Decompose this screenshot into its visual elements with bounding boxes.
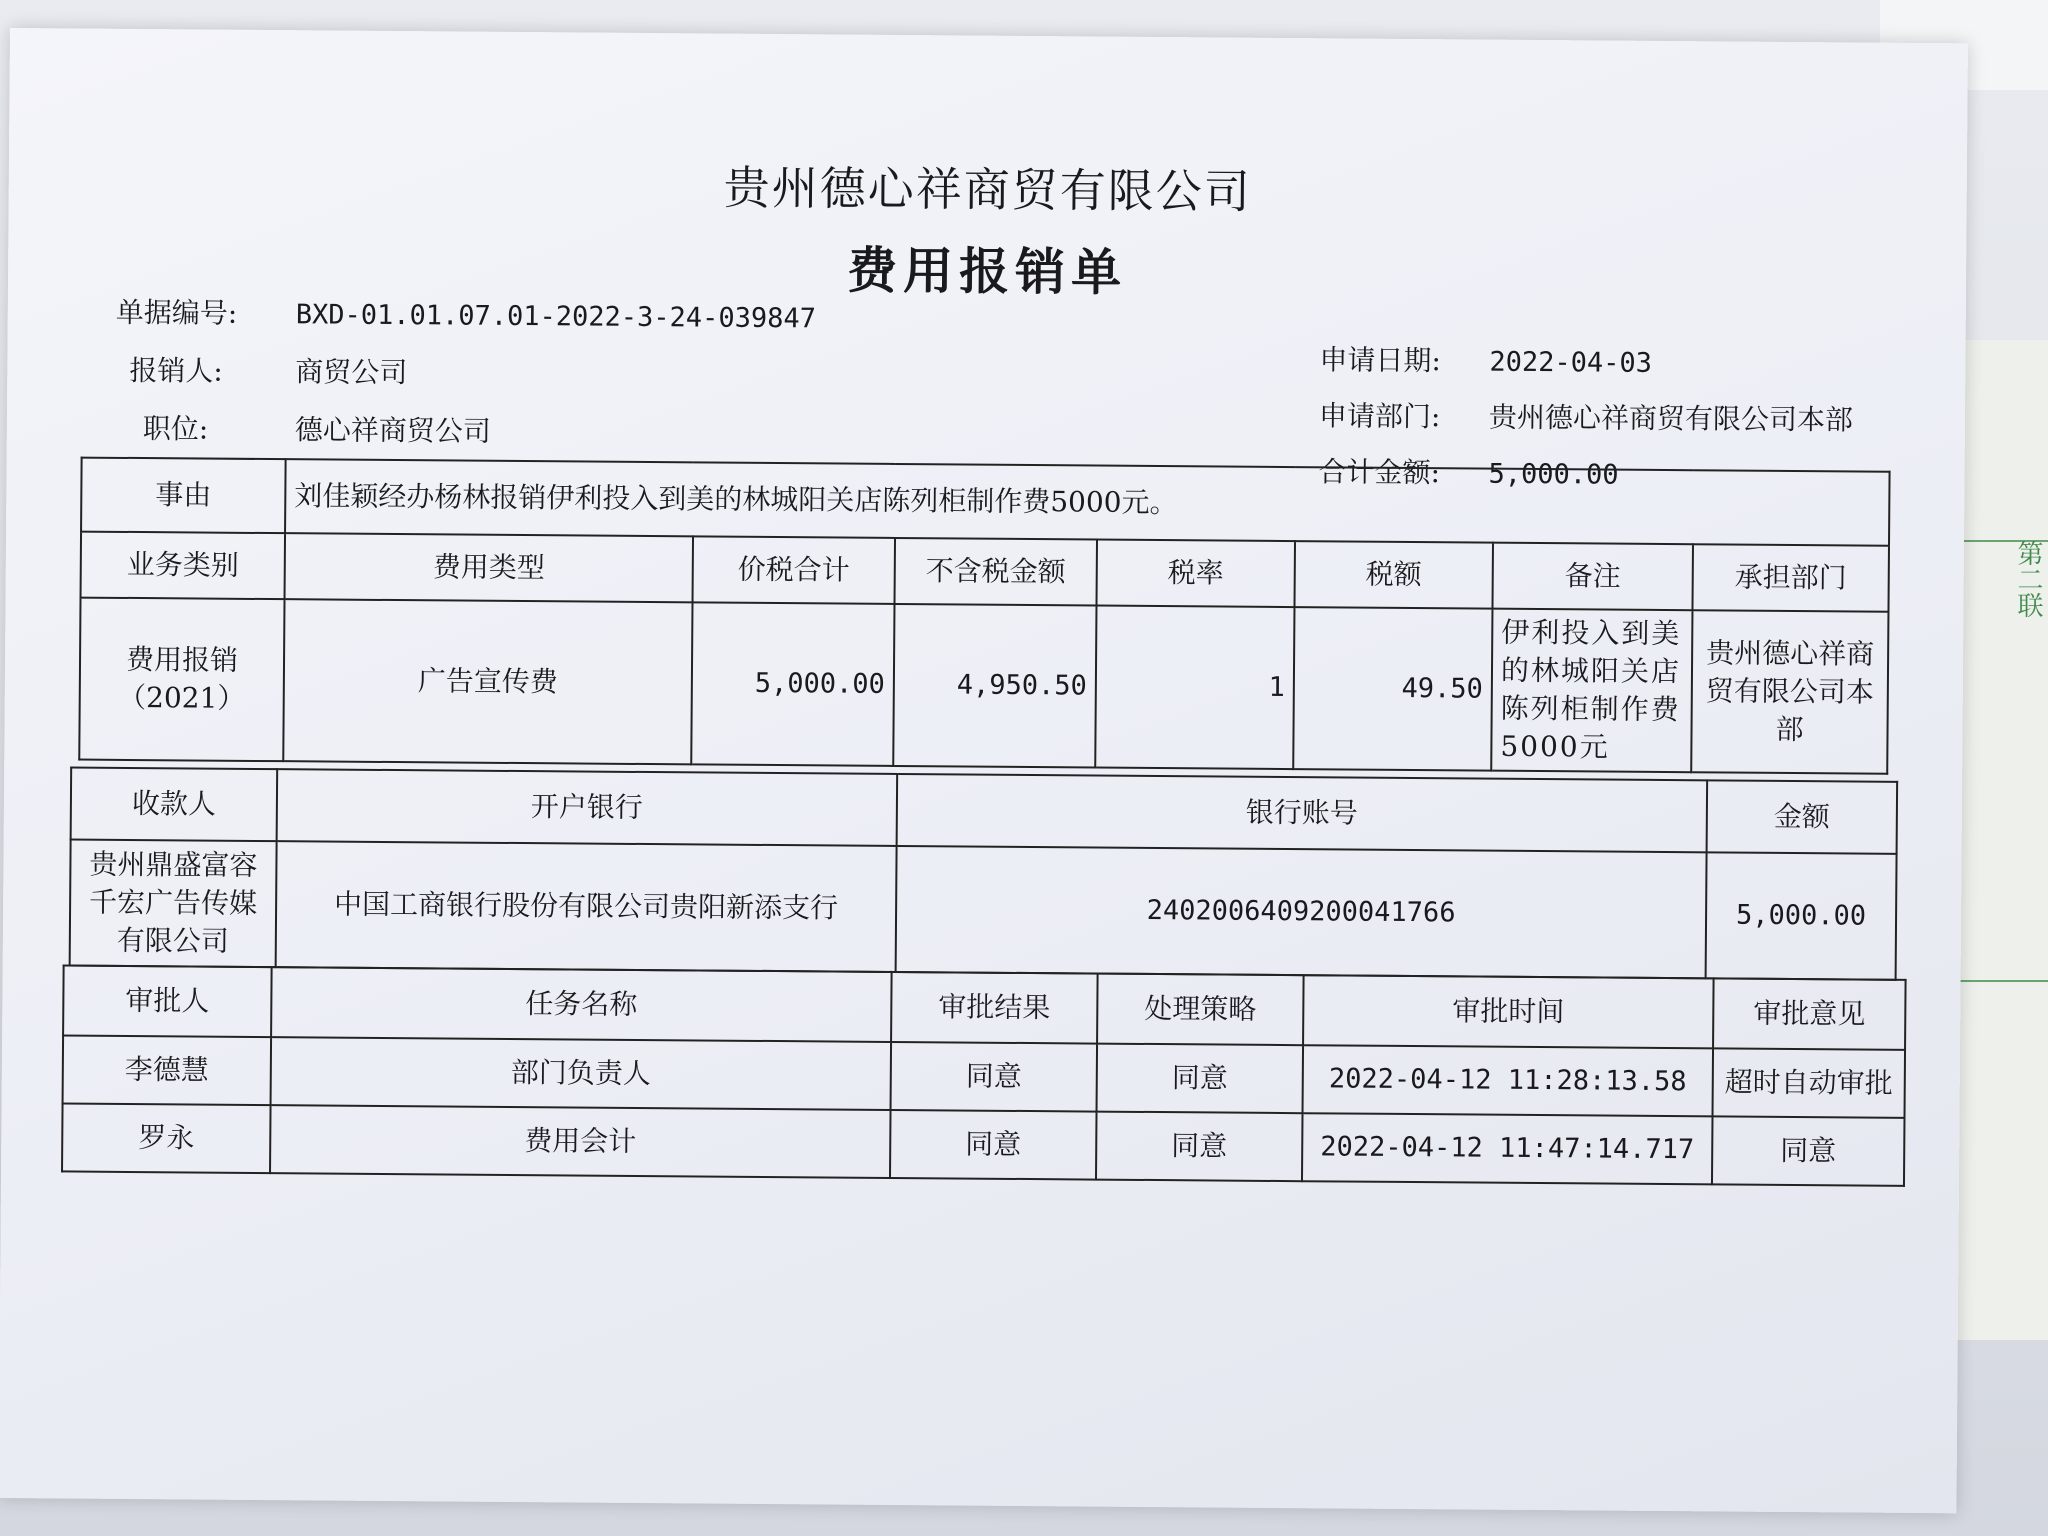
cell-time: 2022-04-12 11:28:13.58 [1303,1045,1714,1116]
header-approver: 审批人 [63,965,272,1037]
underlying-form-label: 第二联 [2013,540,2043,618]
form-title: 费用报销单 [846,241,1128,302]
cell-account: 2402006409200041766 [896,846,1707,978]
apply-dept-label: 申请部门: [1318,399,1441,434]
cell-total: 5,000.00 [691,602,894,766]
header-total: 价税合计 [693,536,896,604]
header-bank: 开户银行 [277,769,898,846]
total-amount-value: 5,000.00 [1488,458,1619,491]
apply-date-row [1319,338,1652,381]
header-payee: 收款人 [71,768,278,842]
claimant-row [129,349,407,391]
cell-rate: 1 [1095,606,1294,770]
cell-note: 伊利投入到美的林城阳关店陈列柜制作费5000元 [1491,609,1692,773]
doc-number-label: 单据编号: [115,295,238,330]
doc-number-value: BXD-01.01.07.01-2022-3-24-039847 [295,299,817,335]
total-amount-label: 合计金额: [1318,455,1441,490]
position-label: 职位: [142,412,209,446]
cell-task: 部门负责人 [271,1037,892,1110]
header-net: 不含税金额 [895,538,1098,606]
reason-row [81,458,1890,546]
underlying-green-form [1950,340,2048,1340]
payee-table [69,766,1899,980]
cell-payee-name: 贵州鼎盛富容千宏广告传媒有限公司 [70,840,277,968]
expense-data-row [79,598,1888,774]
position-value: 德心祥商贸公司 [294,413,491,448]
header-rate: 税率 [1096,540,1295,608]
cell-opinion: 同意 [1712,1116,1905,1186]
cell-approver: 李德慧 [63,1035,272,1105]
expense-form-paper [0,28,1968,1513]
company-title: 贵州德心祥商贸有限公司 [723,160,1252,219]
header-account: 银行账号 [897,774,1708,852]
header-category: 业务类别 [81,532,286,600]
claimant-value: 商贸公司 [295,355,408,390]
cell-tax: 49.50 [1293,607,1492,771]
cell-bank: 中国工商银行股份有限公司贵阳新添支行 [276,841,897,972]
apply-dept-row [1319,394,1853,438]
cell-time: 2022-04-12 11:47:14.717 [1302,1113,1713,1184]
apply-date-label: 申请日期: [1319,343,1441,378]
payee-data-row [70,840,1897,980]
claimant-label: 报销人: [129,353,223,388]
header-type: 费用类型 [285,533,694,602]
cell-approver: 罗永 [62,1103,271,1173]
reason-label: 事由 [81,458,286,534]
cell-result: 同意 [890,1110,1097,1180]
header-amount: 金额 [1707,780,1898,853]
header-tax: 税额 [1294,541,1493,609]
doc-number-row [116,291,816,336]
cell-type: 广告宣传费 [283,599,692,764]
cell-result: 同意 [891,1042,1098,1112]
header-dept: 承担部门 [1692,544,1889,612]
header-result: 审批结果 [891,972,1098,1044]
apply-dept-value: 贵州德心祥商贸有限公司本部 [1488,400,1854,437]
cell-task: 费用会计 [270,1105,891,1178]
header-opinion: 审批意见 [1713,978,1906,1050]
cell-dept: 贵州德心祥商贸有限公司本部 [1691,610,1888,774]
header-strategy: 处理策略 [1097,974,1304,1046]
header-note: 备注 [1492,543,1693,611]
cell-strategy: 同意 [1096,1112,1303,1182]
cell-net: 4,950.50 [893,604,1096,768]
expense-table [78,457,1890,775]
header-task: 任务名称 [271,967,892,1042]
apply-date-value: 2022-04-03 [1489,346,1653,379]
header-time: 审批时间 [1303,975,1714,1048]
cell-category: 费用报销（2021） [79,598,284,762]
cell-strategy: 同意 [1097,1044,1304,1114]
approval-row [62,1103,1904,1185]
cell-amount: 5,000.00 [1706,852,1897,979]
reason-text: 刘佳颖经办杨林报销伊利投入到美的林城阳关店陈列柜制作费5000元。 [285,459,1890,546]
approval-table [61,964,1907,1186]
cell-opinion: 超时自动审批 [1713,1048,1906,1118]
position-row [143,407,491,450]
